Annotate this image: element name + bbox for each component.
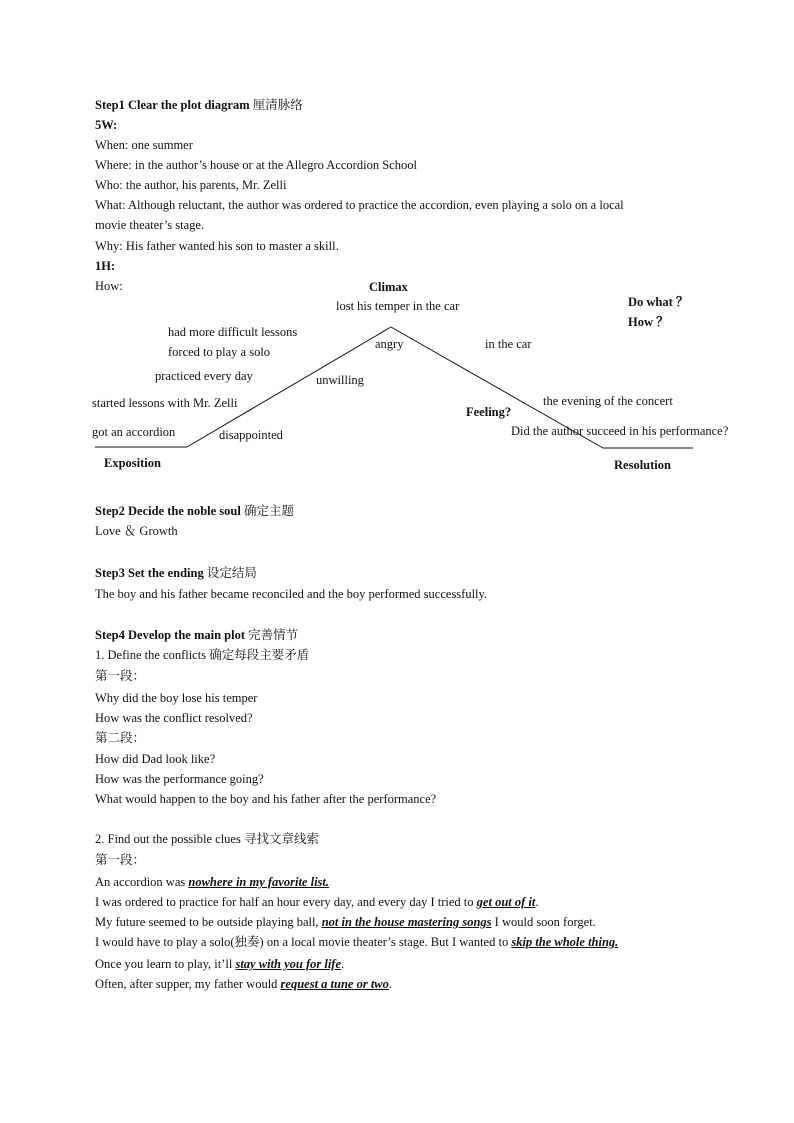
step2-body: Love ＆ Growth [95, 524, 178, 538]
clue-line [95, 872, 329, 892]
clue-line [95, 932, 618, 952]
clue-line [95, 912, 596, 932]
clue-line [95, 954, 344, 974]
step2-heading-cn: 确定主题 [243, 504, 294, 518]
clue-highlight: skip the whole thing. [511, 935, 619, 949]
when-line: When: one summer [95, 138, 193, 152]
clue-highlight: nowhere in my favorite list. [188, 875, 329, 889]
why-line: Why: His father wanted his son to master a skill. [95, 239, 339, 253]
para2-question: How did Dad look like? [95, 752, 216, 766]
event-in-the-car: in the car [485, 337, 532, 351]
feeling-angry: angry [375, 337, 404, 351]
clue-text-end: I would soon forget. [491, 915, 596, 929]
step4-heading-en: Step4 Develop the main plot [95, 628, 245, 642]
step3-heading-cn: 设定结局 [206, 566, 257, 580]
event-performance-question: Did the author succeed in his performance? [511, 424, 729, 438]
step2-heading-en: Step2 Decide the noble soul [95, 504, 241, 518]
climax-event: lost his temper in the car [336, 299, 460, 313]
feeling-disappointed: disappointed [219, 428, 283, 442]
para1-question: How was the conflict resolved? [95, 711, 253, 725]
clue-highlight: not in the house mastering songs [321, 915, 492, 929]
event-forced-solo: forced to play a solo [168, 345, 271, 359]
step4-heading-cn: 完善情节 [248, 628, 299, 642]
step3-heading [95, 563, 257, 583]
step4-heading [95, 625, 298, 645]
event-practiced-daily: practiced every day [155, 369, 253, 383]
step3-body: The boy and his father became reconciled and the boy performed successfully. [95, 587, 488, 601]
climax-label: Climax [369, 280, 408, 294]
step3-heading-en: Step3 Set the ending [95, 566, 204, 580]
where-line: Where: in the author’s house or at the Allegro Accordion School [95, 158, 417, 172]
para1-label: 第一段： [95, 669, 146, 683]
clue-text: My future seemed to be outside playing ball, [95, 915, 322, 929]
clue-highlight: request a tune or two [280, 977, 389, 991]
clue-text: Often, after supper, my father would [95, 977, 281, 991]
event-started-lessons: started lessons with Mr. Zelli [92, 396, 238, 410]
clues-label: 第一段： [95, 853, 146, 867]
event-more-difficult-lessons: had more difficult lessons [168, 325, 298, 339]
clue-line [95, 974, 392, 994]
oneh-label: 1H: [95, 259, 116, 273]
clue-text: I would have to play a solo(独奏) on a local movie theater’s stage. But I wanted to [95, 935, 512, 949]
clue-highlight: get out of it [476, 895, 536, 909]
event-got-accordion: got an accordion [92, 425, 176, 439]
step4-sub1: 1. Define the conflicts 确定每段主要矛盾 [95, 648, 310, 662]
resolution-label: Resolution [614, 458, 671, 472]
clue-text: An accordion was [95, 875, 189, 889]
clue-text-end: . [388, 977, 393, 991]
clue-text: Once you learn to play, it’ll [95, 957, 236, 971]
step1-heading-cn: 厘清脉络 [252, 98, 303, 112]
who-line: Who: the author, his parents, Mr. Zelli [95, 178, 287, 192]
exposition-label: Exposition [104, 456, 161, 470]
how-question-label: How ？ [628, 315, 669, 329]
clue-line [95, 892, 538, 912]
how-line: How: [95, 279, 123, 293]
para1-question: Why did the boy lose his temper [95, 691, 258, 705]
clue-text-end: . [341, 957, 345, 971]
para2-label: 第二段： [95, 731, 146, 745]
fivew-label: 5W: [95, 118, 118, 132]
what-line-1: What: Although reluctant, the author was ordered to practice the accordion, even playing a solo on a local [95, 198, 624, 212]
step4-sub2: 2. Find out the possible clues 寻找文章线索 [95, 832, 319, 846]
feeling-unwilling: unwilling [316, 373, 364, 387]
clue-text: I was ordered to practice for half an hour every day, and every day I tried to [95, 895, 477, 909]
what-line-2: movie theater’s stage. [95, 218, 205, 232]
step1-heading-en: Step1 Clear the plot diagram [95, 98, 250, 112]
event-evening-of-concert: the evening of the concert [543, 394, 673, 408]
do-what-label: Do what ？ [628, 295, 689, 309]
para2-question: How was the performance going? [95, 772, 264, 786]
clue-text-end: . [535, 895, 539, 909]
clue-highlight: stay with you for life [235, 957, 342, 971]
feeling-question: Feeling? [466, 405, 512, 419]
step2-heading [95, 501, 294, 521]
para2-question: What would happen to the boy and his father after the performance? [95, 792, 437, 806]
